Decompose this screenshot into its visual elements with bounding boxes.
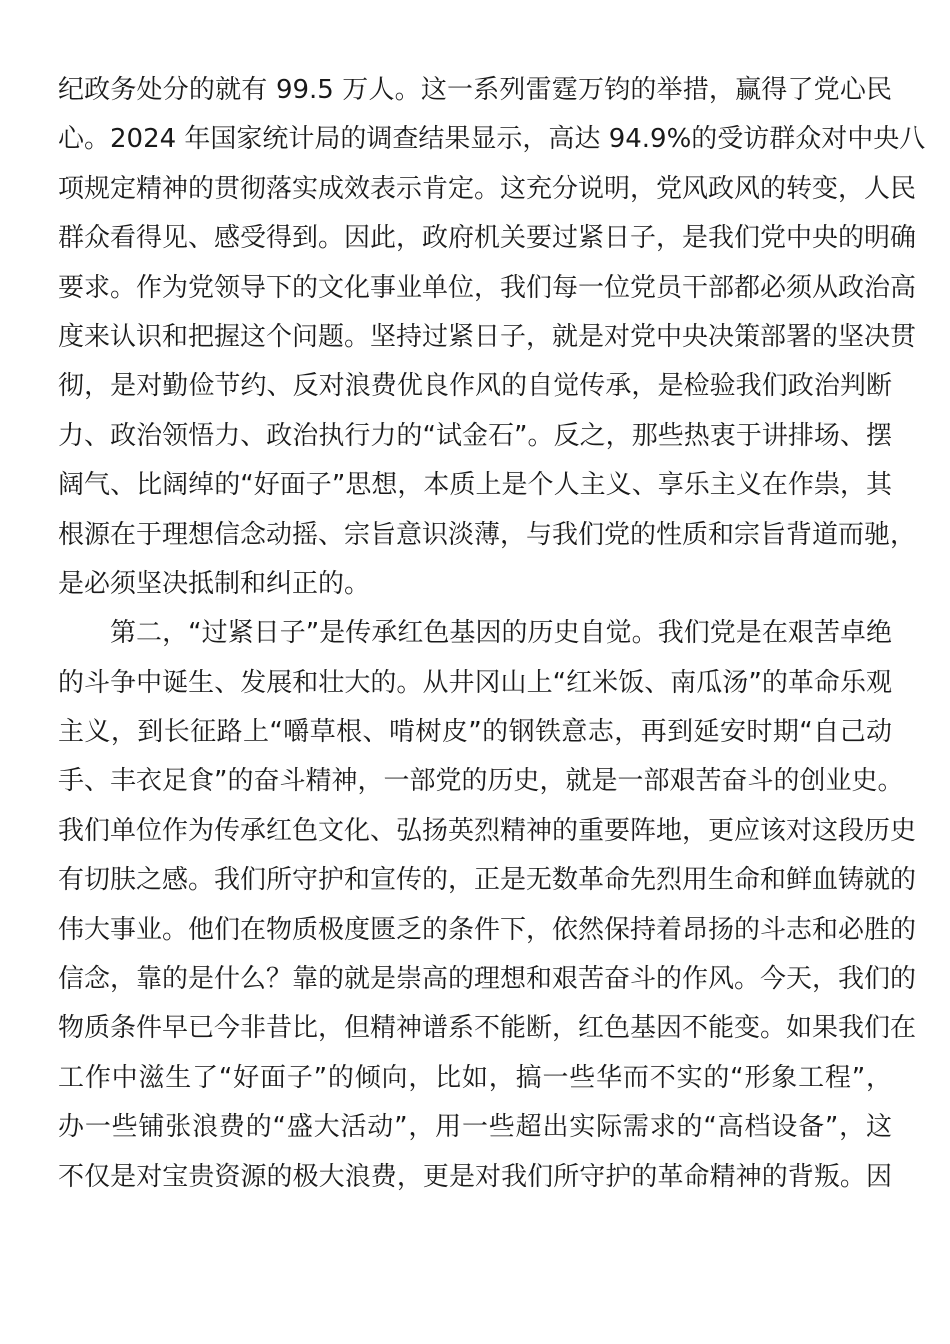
- paragraph-line: 物质条件早已今非昔比，但精神谱系不能断，红色基因不能变。如果我们在: [58, 1013, 917, 1044]
- paragraph-1: [58, 66, 926, 609]
- paragraph-line: 办一些铺张浪费的“盛大活动”，用一些超出实际需求的“高档设备”，这: [58, 1112, 892, 1143]
- paragraph-line: 度来认识和把握这个问题。坚持过紧日子，就是对党中央决策部署的坚决贯: [58, 321, 917, 352]
- body-text: [58, 66, 926, 1202]
- paragraph-line: 主义，到长征路上“嚼草根、啃树皮”的钢铁意志，再到延安时期“自己动: [58, 717, 892, 748]
- paragraph-line: 彻，是对勤俭节约、反对浪费优良作风的自觉传承，是检验我们政治判断: [58, 371, 892, 402]
- paragraph-line: 阔气、比阔绰的“好面子”思想，本质上是个人主义、享乐主义在作祟，其: [58, 470, 892, 501]
- paragraph-line: 要求。作为党领导下的文化事业单位，我们每一位党员干部都必须从政治高: [58, 272, 917, 303]
- paragraph-line: 纪政务处分的就有 99.5 万人。这一系列雷霆万钧的举措，赢得了党心民: [58, 75, 892, 105]
- paragraph-line: 力、政治领悟力、政治执行力的“试金石”。反之，那些热衷于讲排场、摆: [58, 420, 892, 451]
- paragraph-line: 是必须坚决抵制和纠正的。: [58, 568, 371, 599]
- paragraph-line: 的斗争中诞生、发展和壮大的。从井冈山上“红米饭、南瓜汤”的革命乐观: [58, 667, 892, 698]
- paragraph-line: 根源在于理想信念动摇、宗旨意识淡薄，与我们党的性质和宗旨背道而驰，: [58, 519, 917, 550]
- paragraph-line: 我们单位作为传承红色文化、弘扬英烈精神的重要阵地，更应该对这段历史: [58, 815, 917, 846]
- paragraph-line: 手、丰衣足食”的奋斗精神，一部党的历史，就是一部艰苦奋斗的创业史。: [58, 766, 904, 797]
- paragraph-line: 第二，“过紧日子”是传承红色基因的历史自觉。我们党是在艰苦卓绝: [110, 618, 892, 649]
- paragraph-line: 伟大事业。他们在物质极度匮乏的条件下，依然保持着昂扬的斗志和必胜的: [58, 914, 917, 945]
- paragraph-2: [58, 609, 917, 1202]
- paragraph-line: 不仅是对宝贵资源的极大浪费，更是对我们所守护的革命精神的背叛。因: [58, 1161, 892, 1192]
- paragraph-line: 信念，靠的是什么？靠的就是崇高的理想和艰苦奋斗的作风。今天，我们的: [58, 964, 917, 995]
- paragraph-line: 项规定精神的贯彻落实成效表示肯定。这充分说明，党风政风的转变，人民: [58, 173, 917, 204]
- paragraph-line: 心。2024 年国家统计局的调查结果显示，高达 94.9%的受访群众对中央八: [58, 124, 926, 155]
- paragraph-line: 工作中滋生了“好面子”的倾向，比如，搞一些华而不实的“形象工程”，: [58, 1062, 892, 1093]
- paragraph-line: 群众看得见、感受得到。因此，政府机关要过紧日子，是我们党中央的明确: [58, 223, 917, 254]
- paragraph-line: 有切肤之感。我们所守护和宣传的，正是无数革命先烈用生命和鲜血铸就的: [58, 865, 917, 896]
